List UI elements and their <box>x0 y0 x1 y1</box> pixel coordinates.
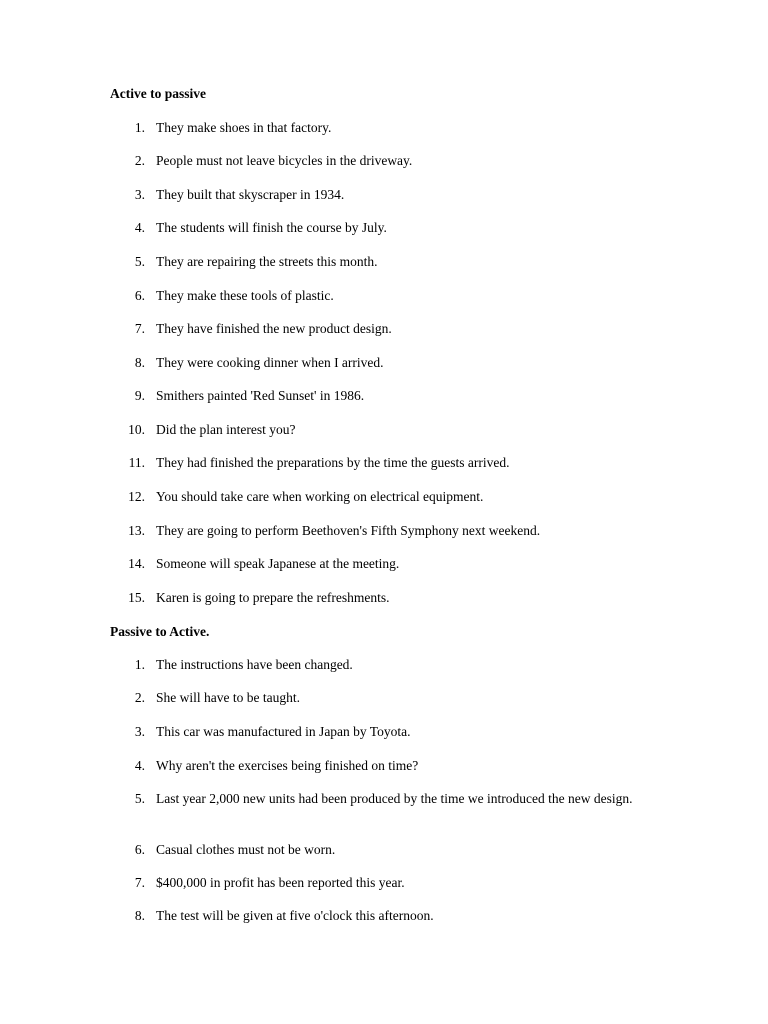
item-number: 12. <box>128 489 145 504</box>
item-number: 7. <box>134 321 145 336</box>
item-text: People must not leave bicycles in the driveway. <box>156 153 413 168</box>
item-number: 1. <box>134 120 145 135</box>
item-text: She will have to be taught. <box>156 690 300 705</box>
item-number: 11. <box>128 455 145 470</box>
item-text: $400,000 in profit has been reported this year. <box>156 875 405 890</box>
item-number: 9. <box>134 388 145 403</box>
item-number: 1. <box>134 657 145 672</box>
item-text: They are going to perform Beethoven's Fifth Symphony next weekend. <box>156 523 541 538</box>
item-text: Casual clothes must not be worn. <box>156 842 336 857</box>
item-text: Someone will speak Japanese at the meeting. <box>156 556 400 571</box>
item-text: They make these tools of plastic. <box>156 288 334 303</box>
item-text: They built that skyscraper in 1934. <box>156 187 345 202</box>
item-text: They make shoes in that factory. <box>156 120 332 135</box>
item-number: 7. <box>134 875 145 890</box>
item-text: They were cooking dinner when I arrived. <box>156 355 384 370</box>
item-number: 6. <box>134 288 145 303</box>
section-heading-passive-to-active: Passive to Active. <box>110 624 210 639</box>
item-number: 3. <box>134 187 145 202</box>
item-text: They have finished the new product design. <box>156 321 392 336</box>
item-number: 15. <box>128 590 145 605</box>
item-number: 13. <box>128 523 145 538</box>
section-heading-active-to-passive: Active to passive <box>110 86 206 101</box>
item-text: They are repairing the streets this month. <box>156 254 378 269</box>
item-text: The instructions have been changed. <box>156 657 353 672</box>
item-number: 8. <box>134 355 145 370</box>
item-text: Did the plan interest you? <box>156 422 296 437</box>
item-text: The test will be given at five o'clock this afternoon. <box>156 908 434 923</box>
item-text: They had finished the preparations by the time the guests arrived. <box>156 455 510 470</box>
item-number: 4. <box>134 758 145 773</box>
item-text: Last year 2,000 new units had been produced by the time we introduced the new design. <box>156 791 633 806</box>
item-number: 2. <box>134 690 145 705</box>
item-number: 5. <box>134 254 145 269</box>
item-text: Karen is going to prepare the refreshments. <box>156 590 390 605</box>
item-text: You should take care when working on electrical equipment. <box>156 489 484 504</box>
item-number: 5. <box>134 791 145 806</box>
item-text: Why aren't the exercises being finished on time? <box>156 758 419 773</box>
item-number: 10. <box>128 422 145 437</box>
item-number: 14. <box>128 556 145 571</box>
item-text: This car was manufactured in Japan by Toyota. <box>156 724 411 739</box>
item-number: 6. <box>134 842 145 857</box>
item-number: 2. <box>134 153 145 168</box>
item-number: 8. <box>134 908 145 923</box>
item-text: Smithers painted 'Red Sunset' in 1986. <box>156 388 365 403</box>
item-text: The students will finish the course by July. <box>156 220 387 235</box>
item-number: 4. <box>134 220 145 235</box>
item-number: 3. <box>134 724 145 739</box>
